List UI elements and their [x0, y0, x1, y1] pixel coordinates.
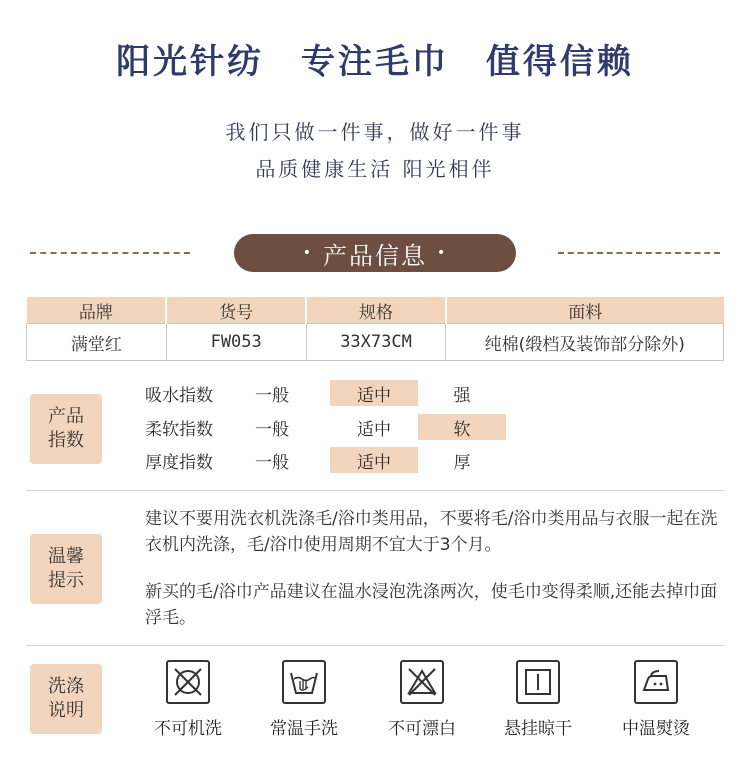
index-option: 一般 [255, 419, 289, 440]
spec-header-row [27, 297, 724, 324]
section-divider [26, 490, 724, 491]
hang-dry-icon [516, 660, 560, 704]
bullet-icon: • [302, 245, 313, 261]
care-item [372, 660, 472, 739]
header-brand: 品牌 [27, 297, 167, 324]
index-row-soft [145, 414, 506, 440]
index-row-thickness [145, 447, 506, 473]
index-option: 适中 [357, 419, 391, 440]
header-fabric: 面料 [446, 297, 724, 324]
tag-line: 说明 [48, 700, 84, 721]
no-machine-wash-icon [166, 660, 210, 704]
section-title: 产品信息 [323, 241, 427, 270]
care-label: 不可机洗 [154, 719, 222, 739]
section-title-pill [234, 234, 516, 272]
index-option: 一般 [255, 385, 289, 406]
index-row-absorb [145, 380, 506, 406]
care-label: 中温熨烫 [622, 719, 690, 739]
care-label: 悬挂晾干 [504, 719, 572, 739]
tag-line: 产品 [48, 406, 84, 427]
headline: 阳光针纺 专注毛巾 值得信赖 [116, 42, 634, 82]
tag-line: 提示 [48, 570, 84, 591]
care-item [254, 660, 354, 739]
tip-paragraph-1: 建议不要用洗衣机洗涤毛/浴巾类用品，不要将毛/浴巾类用品与衣服一起在洗衣机内洗涤，毛/浴巾使用周期不宜大于3个月。 [145, 509, 718, 555]
index-name: 厚度指数 [145, 452, 213, 473]
index-name: 柔软指数 [145, 419, 213, 440]
index-name: 吸水指数 [145, 385, 213, 406]
index-option-selected: 适中 [330, 380, 418, 406]
care-item [488, 660, 588, 739]
cell-size: 33X73CM [306, 324, 446, 361]
care-label: 不可漂白 [388, 719, 456, 739]
tag-line: 温馨 [48, 546, 84, 567]
slogan-1: 我们只做一件事，做好一件事 [225, 120, 525, 144]
care-tag [30, 664, 102, 734]
divider-left [30, 252, 190, 254]
care-item [606, 660, 706, 739]
cell-sku: FW053 [166, 324, 306, 361]
iron-medium-icon [634, 660, 678, 704]
cell-brand: 满堂红 [27, 324, 167, 361]
tag-line: 指数 [48, 430, 84, 451]
tag-line: 洗涤 [48, 676, 84, 697]
index-option: 厚 [453, 452, 471, 473]
spec-table [26, 297, 724, 361]
indices-tag [30, 394, 102, 464]
tips-tag [30, 534, 102, 604]
hand-wash-icon [282, 660, 326, 704]
index-option: 强 [453, 385, 471, 406]
header-sku: 货号 [166, 297, 306, 324]
no-bleach-icon [400, 660, 444, 704]
index-option-selected: 适中 [330, 447, 418, 473]
cell-fabric: 纯棉(缎档及装饰部分除外) [446, 324, 724, 361]
care-item [138, 660, 238, 739]
care-label: 常温手洗 [270, 719, 338, 739]
slogan-2: 品质健康生活 阳光相伴 [255, 157, 495, 181]
table-row [27, 324, 724, 361]
divider-right [558, 252, 720, 254]
index-option: 一般 [255, 452, 289, 473]
header-size: 规格 [306, 297, 446, 324]
index-option-selected: 软 [418, 414, 506, 440]
bullet-icon: • [437, 245, 448, 261]
tip-paragraph-2: 新买的毛/浴巾产品建议在温水浸泡洗涤两次，使毛巾变得柔顺,还能去掉巾面浮毛。 [145, 582, 718, 628]
section-divider [26, 645, 724, 646]
